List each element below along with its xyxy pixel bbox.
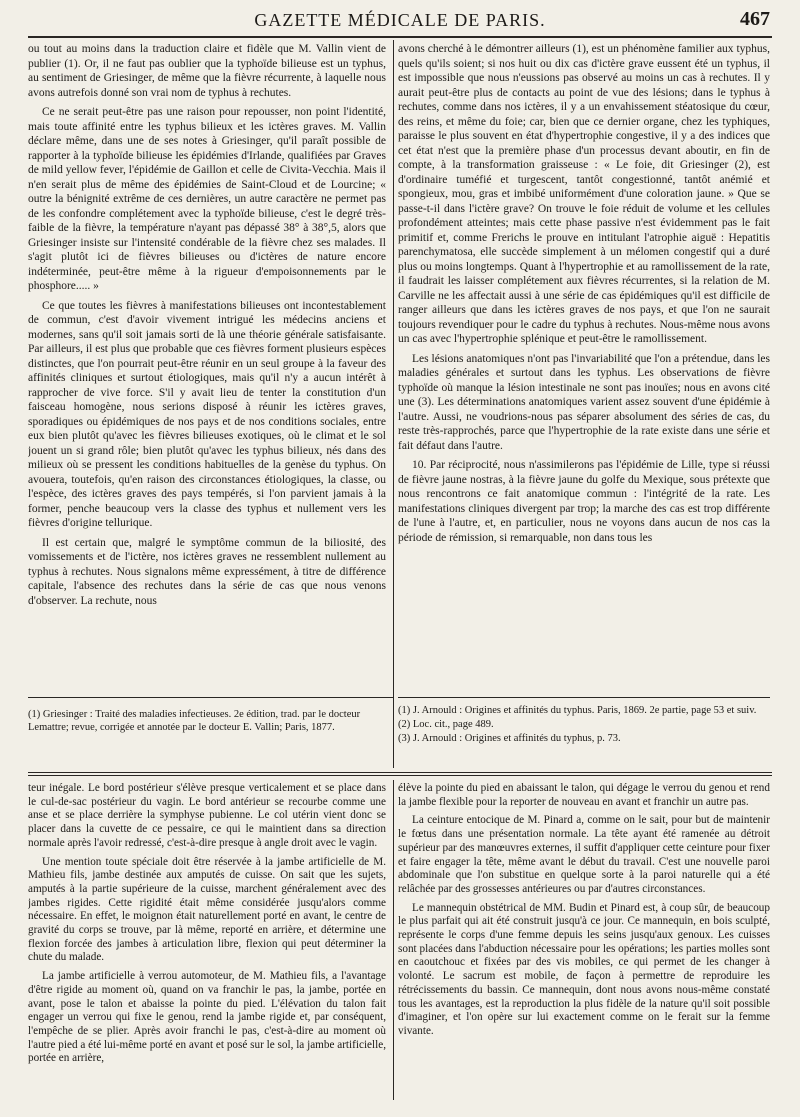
paragraph: élève la pointe du pied en abaissant le talon, qui dégage le verrou du genou et rend la jambe flexible pour la reporter de nouveau en avant et franchir un autre pas. — [398, 782, 770, 808]
paragraph: avons cherché à le démontrer ailleurs (1), est un phénomène familier aux typhus, quels qu'ils soient; si nos huit ou dix cas d'ictère grave eussent été un typhus, il est impossible que nous n'eussions pas observé au moins un cas à rechutes. Il y aurait peut-être plus de contacts au point de vue des lésions; dans le typhus à rechutes, comme dans nos ictères, il y a un envahissement stéatosique du cœur, des reins, et même du foie; car, bien que ce dernier organe, chez les typhiques, paraisse le plus souvent en état d'hypertrophie congestive, il y a des indices que cet état n'est que la première phase d'un processus devant aboutir, en fin de compte, à la transformation graisseuse : « Le foie, dit Griesinger (2), est d'ordinaire tuméfié et turgescent, tantôt congestionné, tantôt anémié et spongieux, mou, gras et imbibé uniformément d'une coloration jaune. » Que se passe-t-il dans l'ictère grave? On trouve le foie réduit de volume et les cellules profondément atteintes; mais cette phase passive n'est évidemment pas le fait primitif et, comme Frerichs le prouve en intitulant l'atrophie aiguë : Hepatitis parenchymatosa, elle succède simplement à un mélomen congestif qui a duré plus ou moins longtemps. Quant à l'hypertrophie et au ramollissement de la rate, il faudrait les laisser complétement aux fièvres récurrentes, si la relation de M. Carville ne les affectait aussi à une série de cas épidémiques qu'il est difficile de ranger ailleurs que dans les ictères graves de nos pays, et que l'on ne saurait toujours revendiquer pour le cadre du typhus à rechutes. Nous-même nous avons un cas avec l'hypertrophie splénique et peut-être le ramollissement. — [398, 43, 770, 345]
footnote-rule-right — [398, 697, 770, 698]
footnote: (3) J. Arnould : Origines et affinités du typhus, p. 73. — [398, 733, 621, 744]
paragraph: 10. Par réciprocité, nous n'assimilerons pas l'épidémie de Lille, type si réussi de fièvre jaune nostras, à la fièvre jaune du golfe du Mexique, sous prétexte que nous rencontrons ce fait anatomique commun : l'intégrité de la rate. Les manifestations cliniques divergent par trop; la marche des cas est trop différente de l'une à l'autre, et, en particulier, nous ne voyons dans aucun de nos cas la période de rémission, si remarquable, non dans tous les — [398, 459, 770, 544]
section-divider — [28, 772, 772, 776]
bottom-right-column — [398, 782, 770, 1102]
paragraph: Ce ne serait peut-être pas une raison pour repousser, non point l'identité, mais toute affinité entre les typhus bilieux et les ictères graves. M. Vallin déclare même, dans une de ses notes à Griesinger, qu'il paraît possible de rapporter à la typhoïde bilieuse les épidémies d'Irlande, qualifiées par Graves de mild yellow fever, l'épidémie de Gaillon et celle de Civita-Vecchia. Mais il n'en serait plus de même des épidémies de Saint-Cloud et de Lourcine; « outre la bénignité extrême de ces dernières, un autre caractère ne permet pas de les confondre complétement avec la typhoïde bilieuse, c'est le degré très-faible de la fièvre, la température n'ayant pas dépassé 38° à 38°,5, alors que Griesinger insiste sur l'intensité condérable de la fièvre chez ses malades. Il s'agit plutôt ici de fièvres bilieuses ou d'ictères de nature encore indéterminée, peut-être même à la rigueur d'empoisonnements par le phosphore..... » — [28, 106, 386, 292]
footnote: (2) Loc. cit., page 489. — [398, 719, 494, 730]
top-right-column — [398, 42, 770, 692]
paragraph: La jambe artificielle à verrou automoteur, de M. Mathieu fils, a l'avantage d'être rigide au moment où, quand on va franchir le pas, la jambe, portée en avant, pose le talon et abaisse la pointe du pied. L'élévation du talon fait engager un verrou qui fixe le genou, rend la jambe rigide et, par conséquent, l'empêche de se plier. Après avoir franchi le pas, c'est-à-dire au moment où l'autre pied a été lui-même porté en avant et posé sur le sol, la jambe artificielle, portée en arrière, — [28, 970, 386, 1065]
paragraph: Ce que toutes les fièvres à manifestations bilieuses ont incontestablement de commun, c'est d'avoir vivement intrigué les médecins anciens et modernes, sans qu'il soit jamais sorti de là une théorie générale satisfaisante. Par ailleurs, il est plus que probable que ces fièvres forment plusieurs espèces distinctes, que l'on pourrait peut-être réunir en un seul groupe à la faveur des affinités cliniques et surtout étiologiques, mais qu'il n'y a aucun intérêt à rapprocher de vive force. S'il y avait lieu de tenter la constitution d'un faisceau homogène, nous serions disposé à réunir les ictères graves, sporadiques ou épidémiques de nos pays et de nos conditions sociales, entre eux bien plutôt qu'avec les fièvres bilieuses exotiques, où le climat et le sol jouent un si grand rôle; bien plutôt qu'avec les typhus bilieux, nés dans des milieux où se pressent les conditions habituelles de la genèse du typhus. On avouera, toutefois, qu'en raison des circonstances étiologiques, la classe, ou l'espèce, des ictères graves des pays tempérés, si l'on parvient jamais à la former, penche beaucoup vers la classe des typhus et nullement vers les fièvres d'origine tellurique. — [28, 299, 386, 529]
footnote-rule-left — [28, 697, 394, 698]
footnote: (1) J. Arnould : Origines et affinités du typhus. Paris, 1869. 2e partie, page 53 et suiv. — [398, 705, 757, 716]
paragraph: La ceinture entocique de M. Pinard a, comme on le sait, pour but de maintenir le fœtus dans une présentation normale. La tête ayant été ramenée au détroit supérieur par des manœuvres externes, il suffit d'appliquer cette ceinture pour fixer et faire engager la tête, même avant le début du travail. C'est une nouvelle paroi abdominale que l'on substitue en quelque sorte à la paroi naturelle qui a été relâchée par des grossesses antérieures ou par d'autres circonstances. — [398, 814, 770, 895]
top-left-column — [28, 42, 386, 692]
header-rule — [28, 36, 772, 38]
page-header — [28, 6, 772, 32]
paragraph: Les lésions anatomiques n'ont pas l'invariabilité que l'on a prétendue, dans les maladies générales et surtout dans les typhus. Les observations de fièvre typhoïde où manque la lésion intestinale ne sont pas inouïes; nous en avons cité une (3). Les déterminations anatomiques varient assez souvent d'une épidémie à l'autre. Aussi, ne voudrions-nous pas séparer absolument des séries de cas, du reste très-rapprochés, parce que l'hypertrophie de la rate existe dans une série et fait défaut dans l'autre. — [398, 352, 770, 452]
paragraph: Il est certain que, malgré le symptôme commun de la biliosité, des vomissements et de l'ictère, nos ictères graves ne ressemblent nullement au typhus à rechutes. Nous signalons même expressément, à titre de différence capitale, l'absence des rechutes dans la série de cas que nous venons d'observer. La rechute, nous — [28, 536, 386, 607]
column-divider-bottom — [393, 780, 394, 1100]
column-divider — [393, 40, 394, 768]
footnotes-right — [398, 704, 770, 746]
paragraph: ou tout au moins dans la traduction claire et fidèle que M. Vallin vient de publier (1). Or, il ne faut pas oublier que la typhoïde bilieuse est un typhus, au sentiment de Griesinger, de même que la fièvre récurrente, à laquelle nous avons autrefois donné son vrai nom de typhus à rechutes. — [28, 43, 386, 99]
page-number: 467 — [740, 8, 770, 30]
journal-title: GAZETTE MÉDICALE DE PARIS. — [254, 10, 546, 30]
bottom-left-column — [28, 782, 386, 1102]
footnotes-left — [28, 708, 386, 735]
paragraph: Une mention toute spéciale doit être réservée à la jambe artificielle de M. Mathieu fils, jambe destinée aux amputés de cuisse. On sait que les sujets, amputés à la partie supérieure de la cuisse, marchent généralement avec des jambes rigides. Cette rigidité était même considérée jusqu'alors comme nécessaire. En effet, le moignon était naturellement porté en avant, le centre de gravité du corps se trouve, par là même, reporté en arrière, et détermine une flexion forcée des jambes à articulation libre, flexion qui peut déterminer la chute du malade. — [28, 855, 386, 964]
paragraph: teur inégale. Le bord postérieur s'élève presque verticalement et se place dans le cul-de-sac postérieur du vagin. Le bord antérieur se recourbe comme une anse et se place derrière la symphyse pubienne. Le col utérin vient donc se placer dans la cuvette de ce pessaire, ce qui le maintient dans sa direction normale après l'avoir redressé, c'est-à-dire presque à angle droit avec le vagin. — [28, 782, 386, 849]
footnote: (1) Griesinger : Traité des maladies infectieuses. 2e édition, trad. par le docteur Lemattre; revue, corrigée et annotée par le docteur E. Vallin; Paris, 1877. — [28, 709, 361, 733]
paragraph: Le mannequin obstétrical de MM. Budin et Pinard est, à coup sûr, de beaucoup le plus parfait qui ait été construit jusqu'à ce jour. Ce mannequin, en bois sculpté, représente le corps d'une femme depuis les seins jusqu'aux genoux. Les cuisses sont placées dans l'abduction nécessaire pour les opérations; les parties molles sont en caoutchouc et fixées par des vis mobiles, ce qui permet de les changer à volonté. Le sacrum est mobile, de façon à permettre de reproduire les rétrécissements du bassin. Ce mannequin, dont nous avons nous-même constaté tous les avantages, est la reproduction la plus fidèle de la nature qu'il soit possible d'imaginer, et l'on opère sur lui exactement comme on le ferait sur la femme vivante. — [398, 901, 770, 1037]
